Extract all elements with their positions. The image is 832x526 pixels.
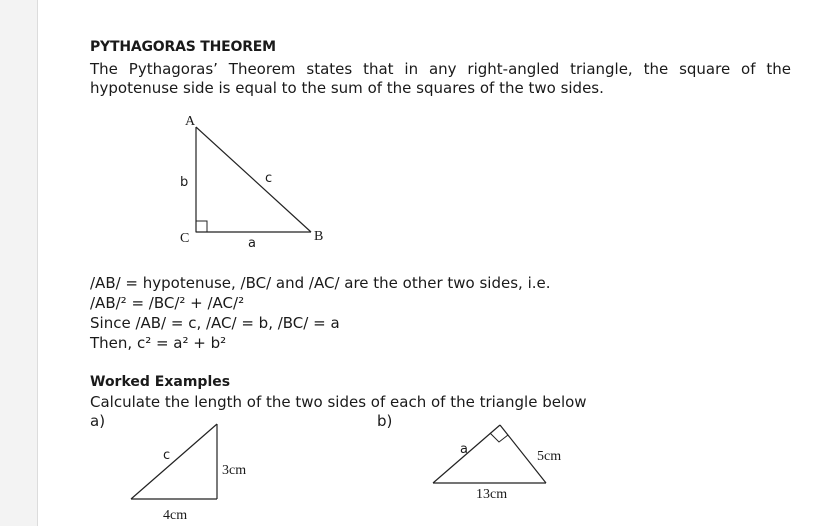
- explanation-line-1: /AB/ = hypotenuse, /BC/ and /AC/ are the other two sides, i.e.: [90, 274, 551, 292]
- hypotenuse-ab-line: [196, 127, 311, 232]
- example-a-triangle: [131, 424, 246, 523]
- side-b-label: b: [180, 175, 189, 190]
- side-a-label: a: [248, 236, 256, 251]
- example-b-right-angle-marker: [490, 433, 508, 442]
- explanation-line-4: Then, c² = a² + b²: [90, 334, 227, 352]
- page-title: PYTHAGORAS THEOREM: [90, 39, 276, 55]
- example-a-label: a): [90, 412, 106, 430]
- example-b-base-label: 13cm: [476, 487, 508, 502]
- example-b-left-label: a: [460, 442, 468, 457]
- worked-examples-title: Worked Examples: [90, 374, 231, 390]
- example-a-hypotenuse: [131, 424, 217, 499]
- right-angle-marker: [196, 221, 207, 232]
- side-c-label: c: [265, 171, 273, 186]
- vertex-b-label: B: [314, 229, 324, 244]
- main-triangle: [180, 114, 323, 251]
- example-b-triangle: [433, 425, 561, 502]
- explanation-line-3: Since /AB/ = c, /AC/ = b, /BC/ = a: [90, 314, 340, 332]
- vertex-c-label: C: [180, 231, 190, 246]
- example-a-hyp-label: c: [163, 448, 171, 463]
- intro-paragraph: The Pythagoras’ Theorem states that in any right-angled triangle, the square of the hypotenuse side is equal to the sum of the squares of the two sides.: [90, 60, 791, 97]
- example-a-vertical-label: 3cm: [222, 463, 247, 478]
- example-b-right-label: 5cm: [537, 449, 562, 464]
- vertex-a-label: A: [185, 114, 196, 129]
- example-b-label: b): [377, 412, 393, 430]
- explanation-line-2: /AB/² = /BC/² + /AC/²: [90, 294, 245, 312]
- worked-instruction: Calculate the length of the two sides of each of the triangle below: [90, 393, 587, 411]
- example-a-base-label: 4cm: [163, 508, 188, 523]
